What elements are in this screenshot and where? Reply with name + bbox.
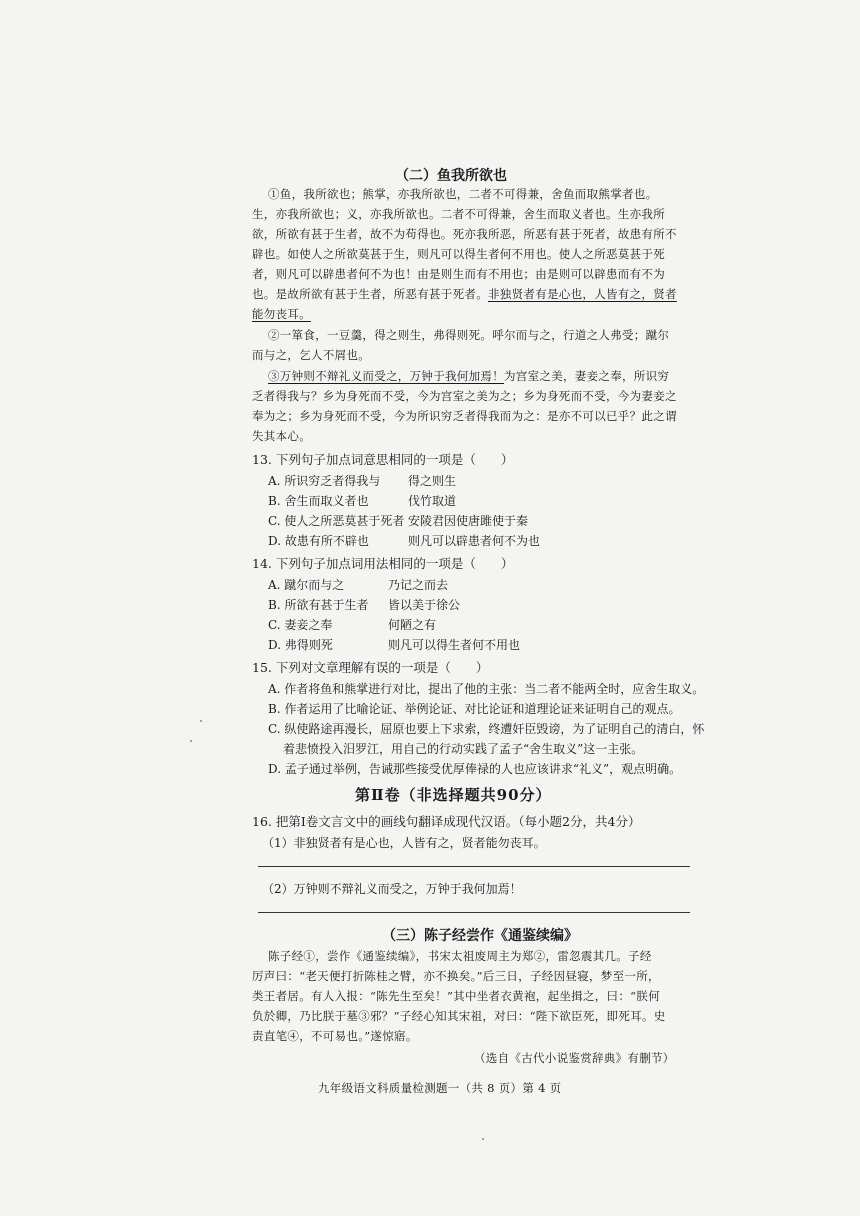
option-a: C. 妻妾之奉 xyxy=(268,618,333,632)
passage-line: 而与之，乞人不屑也。 xyxy=(252,348,370,362)
question-stem: 14. 下列句子加点词用法相同的一项是（ ） xyxy=(252,556,514,571)
option-a: D. 弗得则死 xyxy=(268,638,333,652)
underlined-sentence: 非独贤者有是心也，人皆有之，贤者 xyxy=(488,287,677,301)
option-b: B. 作者运用了比喻论证、举例论证、对比论证和道理论证来证明自己的观点。 xyxy=(268,702,681,716)
passage-line: 陈子经①，尝作《通鉴续编》，书宋太祖废周主为郑②，雷忽震其几。子经 xyxy=(268,949,652,963)
passage-line: 乏者得我与？乡为身死而不受，今为宫室之美为之；乡为身死而不受，今为妻妾之 xyxy=(252,389,677,403)
question-stem: 16. 把第Ⅰ卷文言文中的画线句翻译成现代汉语。（每小题2分，共4分） xyxy=(252,814,641,829)
option-b: 安陵君因使唐雎使于秦 xyxy=(408,514,529,528)
translate-sentence-2: （2）万钟则不辩礼义而受之，万钟于我何加焉！ xyxy=(262,882,522,896)
answer-line[interactable] xyxy=(258,912,690,913)
passage-line: 类王者居。有人入报：“陈先生至矣！”其中坐者衣黄袍，起坐揖之，曰：“朕何 xyxy=(252,989,660,1003)
source-note: （选自《古代小说鉴赏辞典》有删节） xyxy=(474,1051,675,1065)
option-a: A. 作者将鱼和熊掌进行对比，提出了他的主张：当二者不能两全时，应舍生取义。 xyxy=(268,682,705,696)
question-stem: 13. 下列句子加点词意思相同的一项是（ ） xyxy=(252,452,514,467)
option-b: 则凡可以得生者何不用也 xyxy=(388,638,521,652)
question-stem: 15. 下列对文章理解有误的一项是（ ） xyxy=(252,660,489,675)
passage-line: 责直笔④，不可易也。”遂惊寤。 xyxy=(252,1029,418,1043)
option-b: 得之则生 xyxy=(408,474,457,488)
option-a: A. 所识穷乏者得我与 xyxy=(268,474,381,488)
option-a: B. 所欲有甚于生者 xyxy=(268,598,369,612)
scan-speck xyxy=(200,720,202,722)
passage-line: 厉声曰：“老天便打折陈桂之臂，亦不换矣。”后三日，子经因昼寝，梦至一所， xyxy=(252,969,660,983)
option-a: B. 舍生而取义者也 xyxy=(268,494,369,508)
section-title: （三）陈子经尝作《通鉴续编》 xyxy=(382,928,578,944)
passage-line: 生，亦我所欲也；义，亦我所欲也。二者不可得兼，舍生而取义者也。生亦我所 xyxy=(252,207,665,221)
passage-text: 也。是故所欲有甚于生者，所恶有甚于死者。 xyxy=(252,287,488,301)
option-b: 乃记之而去 xyxy=(388,578,449,592)
passage-line: ②一箪食，一豆羹，得之则生，弗得则死。呼尔而与之，行道之人弗受；蹴尔 xyxy=(268,328,670,342)
passage-text: 为宫室之美，妻妾之奉，所识穷 xyxy=(504,369,670,383)
section-title: （二）鱼我所欲也 xyxy=(395,168,507,184)
passage-line: 负於卿，乃比朕于墓③邪？”子经心知其宋祖，对曰：“陛下欲臣死，即死耳。史 xyxy=(252,1009,666,1023)
answer-line[interactable] xyxy=(258,866,690,867)
option-b: 何陋之有 xyxy=(388,618,437,632)
passage-line xyxy=(268,366,669,386)
passage-line xyxy=(252,284,677,304)
underlined-sentence-end: 能勿丧耳。 xyxy=(252,307,311,321)
passage-line: 失其本心。 xyxy=(252,429,311,443)
passage-line: ①鱼，我所欲也；熊掌，亦我所欲也，二者不可得兼，舍鱼而取熊掌者也。 xyxy=(268,187,658,201)
scan-speck xyxy=(190,740,192,742)
passage-line: 欲，所欲有甚于生者，故不为苟得也。死亦我所恶，所恶有甚于死者，故患有所不 xyxy=(252,227,677,241)
option-a: D. 故患有所不辟也 xyxy=(268,534,369,548)
option-b: 伐竹取道 xyxy=(408,494,457,508)
option-c-cont: 着悲愤投入汨罗江，用自己的行动实践了孟子“舍生取义”这一主张。 xyxy=(283,742,644,756)
option-b: 则凡可以辟患者何不为也 xyxy=(408,534,541,548)
option-c: C. 纵使路途再漫长，屈原也要上下求索，终遭奸臣毁谤，为了证明自己的清白，怀 xyxy=(268,722,705,736)
page-footer: 九年级语文科质量检测题一（共 8 页）第 4 页 xyxy=(318,1081,562,1095)
option-a: C. 使人之所恶莫甚于死者 xyxy=(268,514,405,528)
scan-speck xyxy=(482,1138,484,1140)
passage-line: 辟也。如使人之所欲莫甚于生，则凡可以得生者何不用也。使人之所恶莫甚于死 xyxy=(252,247,665,261)
option-b: 皆以美于徐公 xyxy=(388,598,461,612)
option-d: D. 孟子通过举例，告诫那些接受优厚俸禄的人也应该讲求“礼义”，观点明确。 xyxy=(268,762,682,776)
passage-line: 者，则凡可以辟患者何不为也！由是则生而有不用也；由是则可以辟患而有不为 xyxy=(252,267,665,281)
passage-line: 奉为之；乡为身死而不受，今为所识穷乏者得我而为之：是亦不可以已乎？此之谓 xyxy=(252,409,677,423)
translate-sentence-1: （1）非独贤者有是心也，人皆有之，贤者能勿丧耳。 xyxy=(262,836,546,850)
part-two-title: 第Ⅱ卷（非选择题共90分） xyxy=(355,786,552,804)
option-a: A. 蹴尔而与之 xyxy=(268,578,345,592)
underlined-sentence: ③万钟则不辩礼义而受之，万钟于我何加焉！ xyxy=(268,369,504,383)
